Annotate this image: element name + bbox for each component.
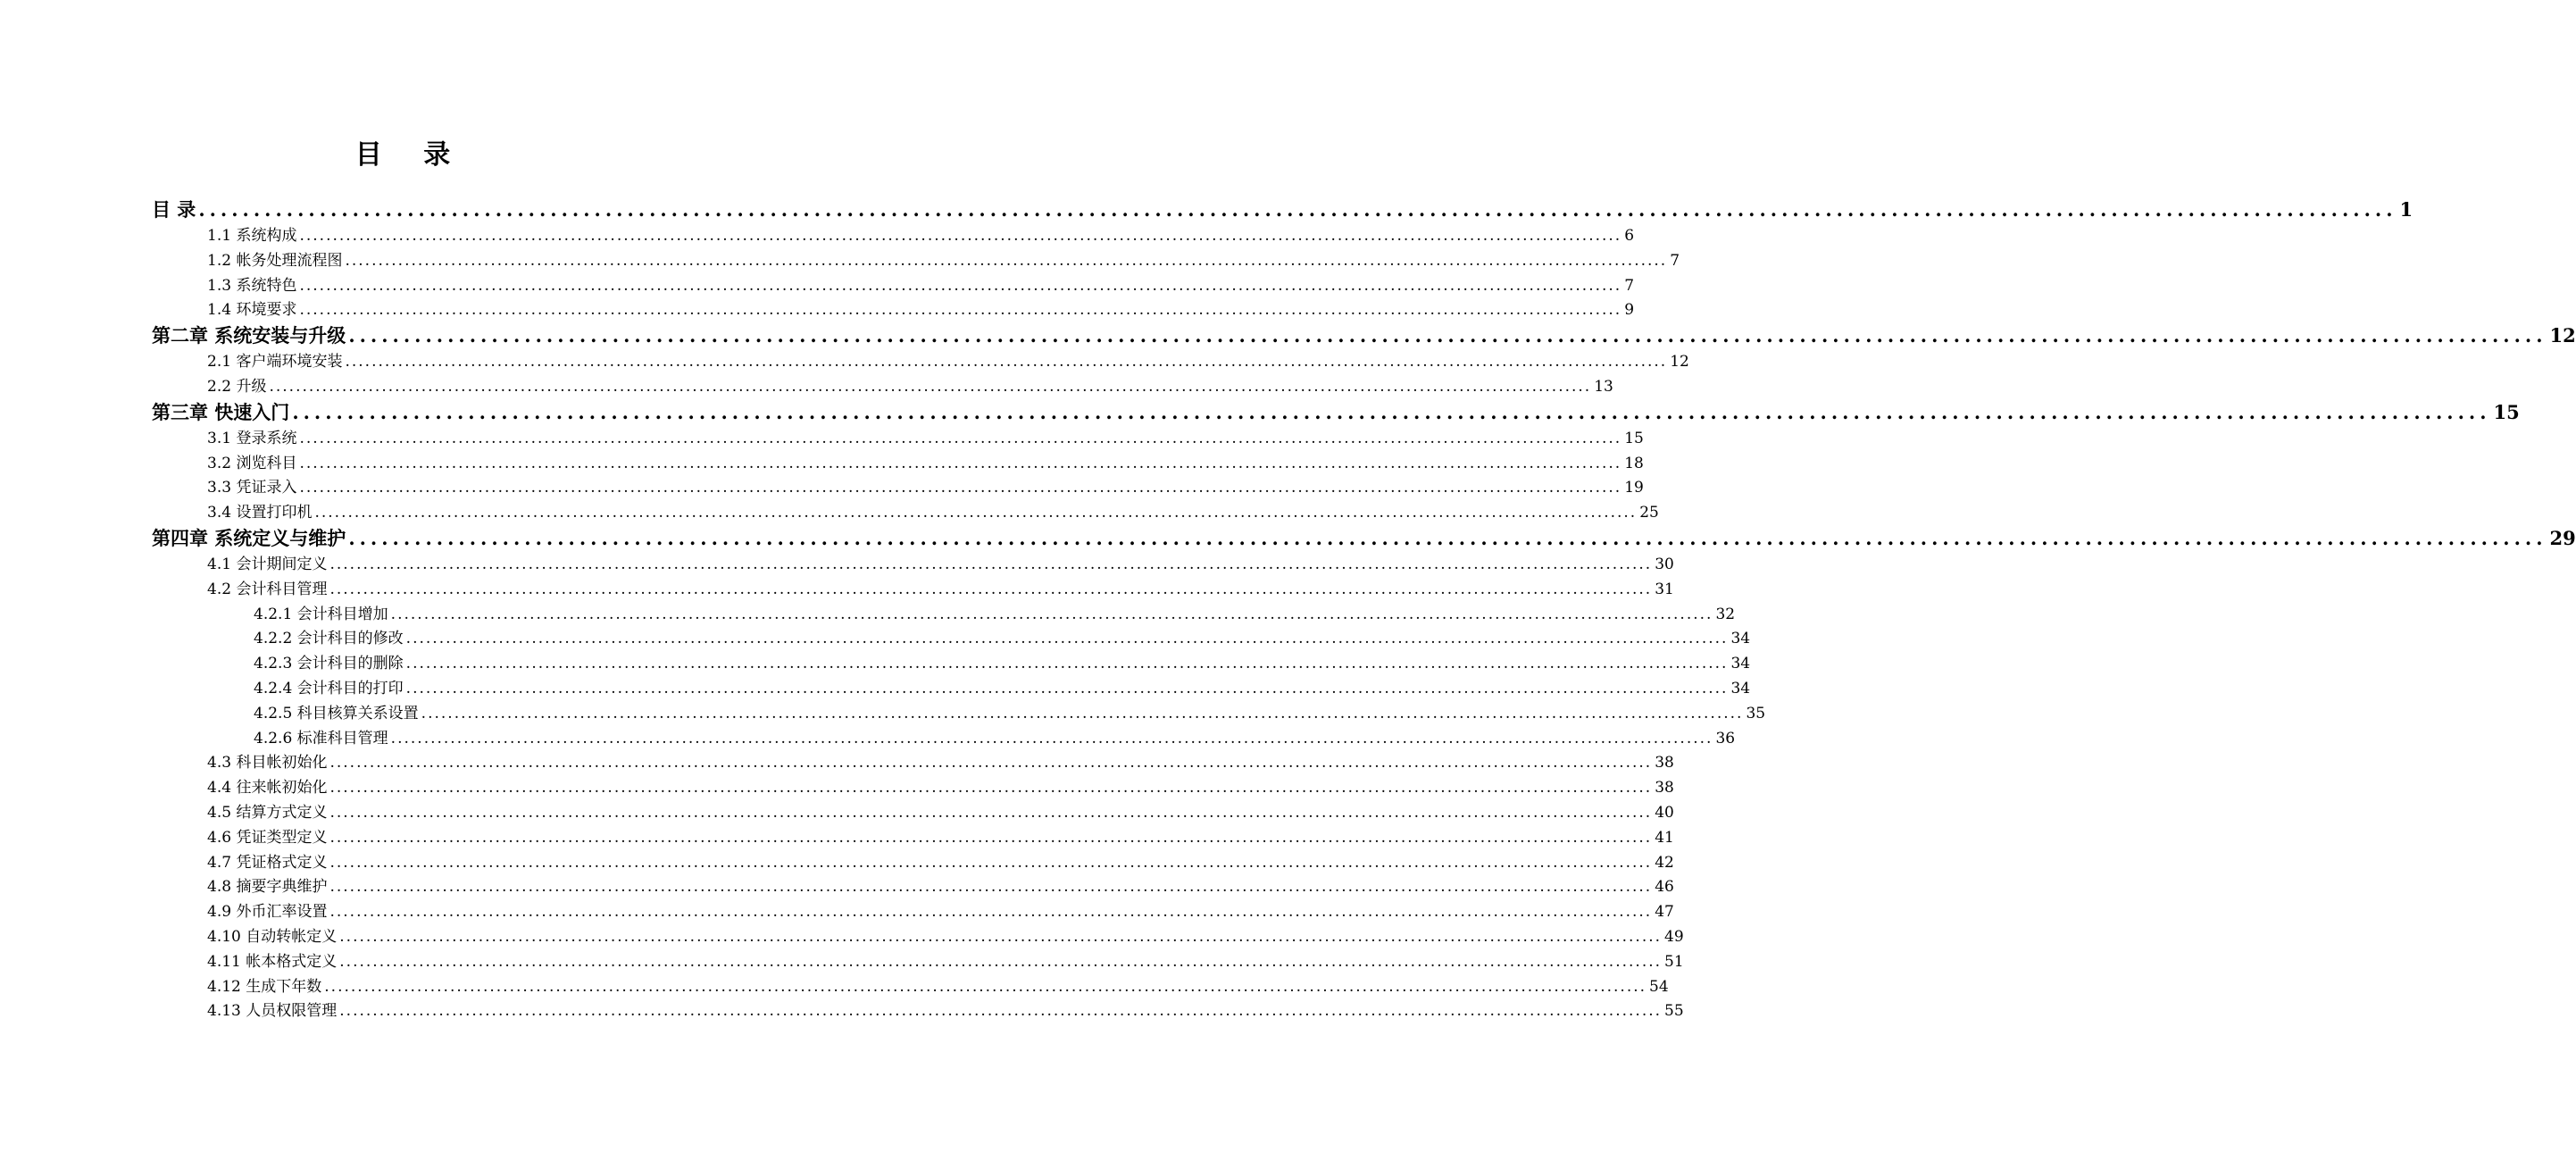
- toc-entry-label: 3.3 凭证录入: [207, 479, 297, 497]
- toc-section-entry[interactable]: [152, 576, 1674, 601]
- toc-entry-label: 4.8 摘要字典维护: [207, 878, 328, 897]
- toc-leader-dots: ........................................................................................................................................................................................................: [314, 504, 1638, 522]
- toc-page-number: 35: [1746, 704, 1766, 722]
- toc-page-number: 38: [1655, 754, 1674, 773]
- toc-leader-dots: ........................................................................................................................................................................................................: [339, 1002, 1663, 1021]
- toc-leader-dots: ........................................................................................................................................................................................................: [339, 927, 1663, 946]
- toc-leader-dots: ........................................................................................................................................................................................................: [405, 630, 1729, 648]
- toc-leader-dots: ........................................................................................................................................................................................................: [405, 679, 1729, 697]
- toc-subsection-entry[interactable]: [152, 700, 1766, 725]
- toc-page-number: 25: [1639, 504, 1659, 522]
- toc-entry-label: 4.2.6 标准科目管理: [254, 729, 388, 748]
- toc-entry-label: 4.2.3 会计科目的删除: [254, 655, 404, 673]
- toc-page-number: 6: [1624, 227, 1635, 245]
- toc-chapter-entry[interactable]: [152, 398, 2520, 425]
- toc-leader-dots: ........................................................................................................................................................................................................: [329, 853, 1653, 872]
- toc-page-number: 55: [1664, 1002, 1684, 1021]
- toc-section-entry[interactable]: [152, 348, 1689, 373]
- table-of-contents: [152, 196, 2576, 1023]
- toc-leader-dots: ........................................................................................................................................................................................................: [345, 353, 1668, 372]
- toc-page-number: 12: [2549, 324, 2576, 347]
- toc-section-entry[interactable]: [152, 774, 1674, 799]
- toc-entry-label: 4.5 结算方式定义: [207, 803, 328, 822]
- toc-page-number: 7: [1624, 276, 1635, 295]
- toc-page-number: 40: [1655, 803, 1674, 822]
- toc-page-number: 29: [2549, 526, 2576, 549]
- toc-leader-dots: ........................................................................................................................................................................................................: [390, 605, 1713, 623]
- toc-entry-label: 2.2 升级: [207, 377, 267, 396]
- toc-chapter-entry[interactable]: [152, 196, 2413, 222]
- page-title: 目 录: [354, 139, 467, 171]
- toc-section-entry[interactable]: [152, 749, 1674, 774]
- toc-section-entry[interactable]: [152, 973, 1669, 998]
- toc-page-number: 49: [1664, 927, 1684, 946]
- toc-section-entry[interactable]: [152, 222, 1635, 247]
- toc-leader-dots: ........................................................................................................................................................................................................: [329, 828, 1653, 847]
- toc-leader-dots: ........................................................................................................................................................................................................: [299, 227, 1622, 245]
- toc-entry-label: 目 录: [152, 198, 196, 221]
- toc-leader-dots: ........................................................................................................................................................................................................: [390, 729, 1713, 748]
- toc-page-number: 7: [1670, 251, 1680, 270]
- toc-page-number: 31: [1655, 580, 1674, 598]
- toc-leader-dots: ........................................................................................................................................................................................................: [329, 555, 1653, 573]
- toc-leader-dots: ........................................................................................................................................................................................................: [405, 655, 1729, 673]
- toc-page-number: 12: [1670, 353, 1689, 372]
- toc-section-entry[interactable]: [152, 297, 1635, 322]
- toc-section-entry[interactable]: [152, 450, 1644, 475]
- toc-page-number: 19: [1624, 479, 1644, 497]
- toc-leader-dots: ........................................................................................................................................................................................................: [329, 878, 1653, 897]
- toc-chapter-entry[interactable]: [152, 322, 2576, 348]
- toc-subsection-entry[interactable]: [152, 625, 1751, 650]
- toc-leader-dots: ........................................................................................................................................................................................................: [345, 251, 1668, 270]
- toc-subsection-entry[interactable]: [152, 650, 1751, 675]
- toc-page-number: 34: [1730, 655, 1751, 673]
- toc-section-entry[interactable]: [152, 474, 1644, 499]
- toc-section-entry[interactable]: [152, 998, 1684, 1023]
- toc-entry-label: 第三章 快速入门: [152, 400, 290, 423]
- toc-entry-label: 4.4 往来帐初始化: [207, 779, 328, 798]
- toc-entry-label: 4.10 自动转帐定义: [207, 927, 338, 946]
- toc-entry-label: 1.2 帐务处理流程图: [207, 251, 343, 270]
- toc-leader-dots: ........................................................................................................................................................................................................: [329, 779, 1653, 798]
- toc-entry-label: 1.4 环境要求: [207, 301, 297, 320]
- toc-section-entry[interactable]: [152, 948, 1684, 973]
- toc-page-number: 34: [1730, 679, 1751, 697]
- toc-leader-dots: ........................................................................................................................................................................................................: [329, 903, 1653, 922]
- toc-entry-label: 3.1 登录系统: [207, 429, 297, 447]
- toc-leader-dots: ........................................................................................................................................................................................................: [348, 526, 2547, 549]
- toc-leader-dots: ........................................................................................................................................................................................................: [292, 400, 2491, 423]
- toc-leader-dots: ........................................................................................................................................................................................................: [299, 454, 1622, 472]
- toc-entry-label: 4.3 科目帐初始化: [207, 754, 328, 773]
- toc-entry-label: 4.2.5 科目核算关系设置: [254, 704, 419, 722]
- toc-leader-dots: ........................................................................................................................................................................................................: [329, 754, 1653, 773]
- toc-entry-label: 4.2.4 会计科目的打印: [254, 679, 404, 697]
- toc-leader-dots: ........................................................................................................................................................................................................: [299, 479, 1622, 497]
- toc-section-entry[interactable]: [152, 247, 1680, 272]
- toc-leader-dots: ........................................................................................................................................................................................................: [421, 704, 1744, 722]
- toc-page-number: 51: [1664, 952, 1684, 971]
- toc-entry-label: 4.1 会计期间定义: [207, 555, 328, 573]
- toc-leader-dots: ........................................................................................................................................................................................................: [339, 952, 1663, 971]
- toc-page-number: 32: [1715, 605, 1736, 623]
- toc-entry-label: 4.12 生成下年数: [207, 977, 322, 996]
- toc-section-entry[interactable]: [152, 849, 1674, 874]
- toc-leader-dots: ........................................................................................................................................................................................................: [299, 301, 1622, 320]
- toc-leader-dots: ........................................................................................................................................................................................................: [329, 580, 1653, 598]
- toc-entry-label: 4.2.1 会计科目增加: [254, 605, 388, 623]
- toc-page-number: 54: [1649, 977, 1669, 996]
- toc-entry-label: 4.11 帐本格式定义: [207, 952, 338, 971]
- toc-leader-dots: ........................................................................................................................................................................................................: [329, 803, 1653, 822]
- toc-section-entry[interactable]: [152, 923, 1684, 948]
- toc-leader-dots: ........................................................................................................................................................................................................: [198, 198, 2397, 221]
- toc-section-entry[interactable]: [152, 272, 1635, 297]
- toc-entry-label: 4.6 凭证类型定义: [207, 828, 328, 847]
- toc-entry-label: 4.7 凭证格式定义: [207, 853, 328, 872]
- toc-entry-label: 4.2.2 会计科目的修改: [254, 630, 404, 648]
- toc-subsection-entry[interactable]: [152, 725, 1736, 750]
- toc-section-entry[interactable]: [152, 425, 1644, 450]
- toc-leader-dots: ........................................................................................................................................................................................................: [299, 276, 1622, 295]
- toc-entry-label: 4.13 人员权限管理: [207, 1002, 338, 1021]
- toc-entry-label: 3.2 浏览科目: [207, 454, 297, 472]
- toc-subsection-entry[interactable]: [152, 601, 1736, 626]
- toc-leader-dots: ........................................................................................................................................................................................................: [299, 429, 1622, 447]
- toc-page-number: 1: [2399, 198, 2413, 221]
- toc-section-entry[interactable]: [152, 799, 1674, 824]
- toc-entry-label: 第二章 系统安装与升级: [152, 324, 346, 347]
- toc-page-number: 38: [1655, 779, 1674, 798]
- toc-section-entry[interactable]: [152, 499, 1659, 524]
- toc-entry-label: 1.1 系统构成: [207, 227, 297, 245]
- toc-entry-label: 第四章 系统定义与维护: [152, 526, 346, 549]
- toc-leader-dots: ........................................................................................................................................................................................................: [269, 377, 1592, 396]
- toc-page-number: 18: [1624, 454, 1644, 472]
- toc-page-number: 30: [1655, 555, 1674, 573]
- toc-page-number: 36: [1715, 729, 1736, 748]
- toc-section-entry[interactable]: [152, 898, 1674, 923]
- toc-section-entry[interactable]: [152, 824, 1674, 849]
- toc-entry-label: 4.9 外币汇率设置: [207, 903, 328, 922]
- toc-page-number: 9: [1624, 301, 1635, 320]
- toc-page-number: 42: [1655, 853, 1674, 872]
- toc-section-entry[interactable]: [152, 373, 1613, 398]
- toc-subsection-entry[interactable]: [152, 675, 1751, 700]
- toc-section-entry[interactable]: [152, 551, 1674, 576]
- toc-page-number: 34: [1730, 630, 1751, 648]
- toc-page-number: 47: [1655, 903, 1674, 922]
- toc-leader-dots: ........................................................................................................................................................................................................: [348, 324, 2547, 347]
- toc-page-number: 41: [1655, 828, 1674, 847]
- toc-page-number: 15: [1624, 429, 1644, 447]
- toc-page-number: 46: [1655, 878, 1674, 897]
- toc-leader-dots: ........................................................................................................................................................................................................: [324, 977, 1647, 996]
- toc-entry-label: 3.4 设置打印机: [207, 504, 313, 522]
- toc-entry-label: 1.3 系统特色: [207, 276, 297, 295]
- toc-chapter-entry[interactable]: [152, 524, 2576, 551]
- toc-page-number: 13: [1594, 377, 1613, 396]
- toc-page-number: 15: [2493, 400, 2520, 423]
- toc-entry-label: 4.2 会计科目管理: [207, 580, 328, 598]
- toc-section-entry[interactable]: [152, 873, 1674, 898]
- toc-entry-label: 2.1 客户端环境安装: [207, 353, 343, 372]
